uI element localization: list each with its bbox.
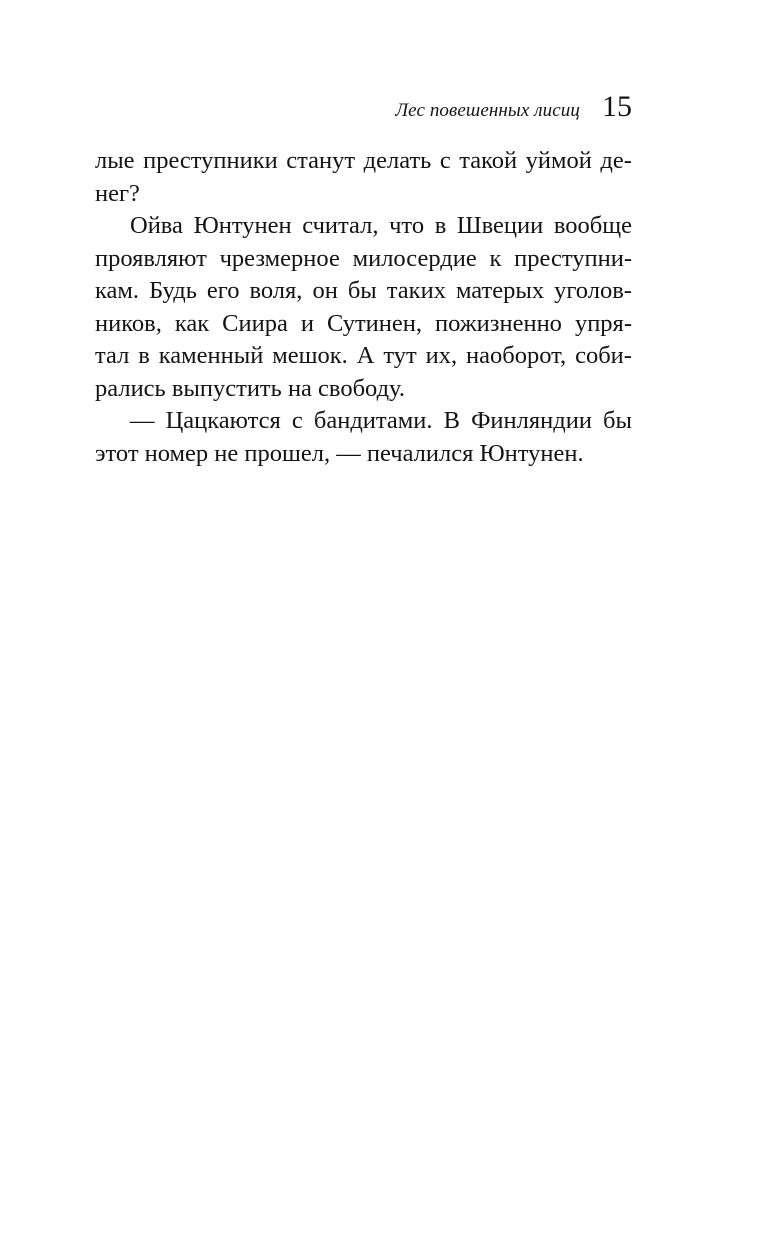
text-line: этот номер не прошел, — печалился Юнтунен. [95, 439, 584, 467]
text-line: лые преступники станут делать с такой уймой де- [95, 147, 632, 174]
text-line: Ойва Юнтунен считал, что в Швеции вообще [130, 212, 632, 239]
text-line: тал в каменный мешок. А тут их, наоборот, соби- [95, 342, 632, 369]
running-title: Лес повешенных лисиц [395, 100, 580, 121]
text-line: проявляют чрезмерное милосердие к преступни- [95, 244, 632, 272]
text-line: кам. Будь его воля, он бы таких матерых уголов- [95, 277, 632, 304]
text-line: нег? [95, 179, 140, 207]
text-line: — Цацкаются с бандитами. В Финляндии бы [130, 407, 632, 434]
page-number: 15 [602, 90, 632, 123]
text-line: рались выпустить на свободу. [95, 374, 405, 402]
body-text [95, 145, 632, 470]
text-line: ников, как Сиира и Сутинен, пожизненно упря- [95, 309, 632, 337]
running-header [395, 92, 632, 132]
